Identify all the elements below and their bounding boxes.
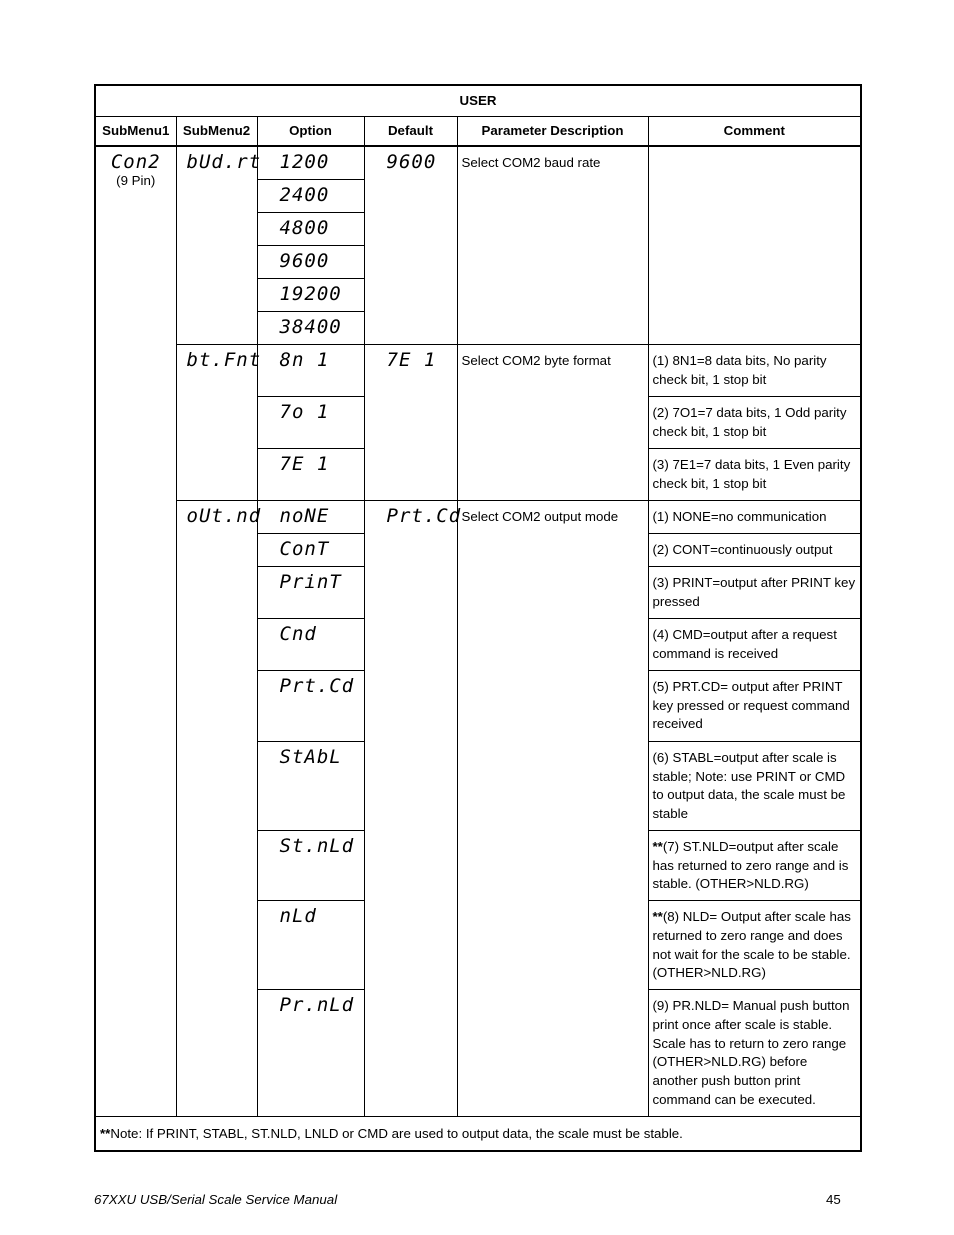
option-cell bbox=[257, 990, 364, 1117]
footnote-bold-marker: ** bbox=[100, 1126, 111, 1142]
comment-bold-marker: ** bbox=[652, 839, 663, 854]
comment-cell: (4) CMD=output after a request command is received bbox=[648, 619, 861, 671]
option-display: StAbL bbox=[279, 746, 342, 768]
option-display: 8n 1 bbox=[279, 349, 330, 371]
description-cell: Select COM2 byte format bbox=[457, 345, 648, 501]
comment-cell: (3) 7E1=7 data bits, 1 Even parity check bit, 1 stop bit bbox=[648, 449, 861, 501]
default-display: 9600 bbox=[386, 151, 437, 173]
default-cell bbox=[364, 146, 457, 345]
option-cell bbox=[257, 246, 364, 279]
option-display: St.nLd bbox=[279, 835, 355, 857]
option-display: 2400 bbox=[279, 184, 330, 206]
option-display: noNE bbox=[279, 505, 330, 527]
option-display: 4800 bbox=[279, 217, 330, 239]
description-cell: Select COM2 output mode bbox=[457, 501, 648, 1117]
submenu1-note: (9 Pin) bbox=[116, 173, 156, 188]
header-option: Option bbox=[257, 117, 364, 147]
option-display: 1200 bbox=[279, 151, 330, 173]
comment-cell bbox=[648, 831, 861, 901]
description-cell: Select COM2 baud rate bbox=[457, 146, 648, 345]
option-display: 38400 bbox=[279, 316, 342, 338]
comment-cell: (2) CONT=continuously output bbox=[648, 534, 861, 567]
option-display: nLd bbox=[279, 905, 317, 928]
submenu2-cell bbox=[176, 501, 262, 1117]
default-display: Prt.Cd bbox=[386, 505, 462, 527]
option-cell bbox=[257, 397, 364, 449]
submenu1-display: Con2 bbox=[110, 151, 161, 173]
header-submenu2: SubMenu2 bbox=[176, 117, 257, 147]
submenu2-display: bt.Fnt bbox=[186, 349, 262, 371]
option-display: Pr.nLd bbox=[279, 994, 355, 1017]
option-cell bbox=[257, 312, 364, 345]
option-cell bbox=[257, 213, 364, 246]
comment-cell: (9) PR.NLD= Manual push button print once after scale is stable. Scale has to return to zero range (OTHER>NLD.RG) before another push button print command can be executed. bbox=[648, 990, 861, 1117]
table-footnote bbox=[95, 1117, 861, 1151]
footer-manual-title: 67XXU USB/Serial Scale Service Manual bbox=[94, 1192, 338, 1207]
option-display: Cnd bbox=[279, 623, 317, 645]
option-cell bbox=[257, 180, 364, 213]
comment-bold-marker: ** bbox=[652, 909, 663, 925]
option-cell bbox=[257, 534, 364, 567]
comment-cell: (1) NONE=no communication bbox=[648, 501, 861, 534]
table-row bbox=[95, 1117, 861, 1151]
option-display: 7o 1 bbox=[279, 401, 330, 423]
submenu2-display: oUt.nd bbox=[186, 505, 262, 527]
option-cell bbox=[257, 146, 364, 180]
comment-cell: (1) 8N1=8 data bits, No parity check bit, 1 stop bit bbox=[648, 345, 861, 397]
user-parameter-table bbox=[94, 84, 862, 1152]
footer-page-number: 45 bbox=[826, 1192, 841, 1207]
default-cell bbox=[364, 501, 462, 1117]
option-cell bbox=[257, 901, 364, 990]
submenu1-cell bbox=[95, 146, 176, 1117]
table-row bbox=[95, 146, 861, 180]
option-cell bbox=[257, 567, 364, 619]
comment-text: (7) ST.NLD=output after scale has returned to zero range and is stable. (OTHER>NLD.RG) bbox=[652, 839, 849, 892]
table-row bbox=[95, 501, 861, 534]
option-display: 9600 bbox=[279, 250, 330, 272]
comment-cell bbox=[648, 901, 861, 990]
option-cell bbox=[257, 345, 364, 397]
header-comment: Comment bbox=[648, 117, 861, 147]
comment-cell bbox=[648, 146, 861, 345]
option-cell bbox=[257, 742, 364, 831]
comment-cell: (2) 7O1=7 data bits, 1 Odd parity check bit, 1 stop bit bbox=[648, 397, 861, 449]
option-cell bbox=[257, 619, 364, 671]
table-row bbox=[95, 345, 861, 397]
option-display: ConT bbox=[279, 538, 330, 560]
option-display: Prt.Cd bbox=[279, 675, 355, 697]
default-cell bbox=[364, 345, 457, 501]
footnote-text: Note: If PRINT, STABL, ST.NLD, LNLD or CMD are used to output data, the scale must be stable. bbox=[110, 1126, 683, 1142]
comment-cell: (5) PRT.CD= output after PRINT key pressed or request command received bbox=[648, 671, 861, 742]
comment-cell: (3) PRINT=output after PRINT key pressed bbox=[648, 567, 861, 619]
option-cell bbox=[257, 671, 364, 742]
comment-cell: (6) STABL=output after scale is stable; Note: use PRINT or CMD to output data, the scale must be stable bbox=[648, 742, 861, 831]
option-display: PrinT bbox=[279, 571, 342, 593]
option-display: 19200 bbox=[279, 283, 342, 305]
option-display: 7E 1 bbox=[279, 453, 330, 475]
header-default: Default bbox=[364, 117, 457, 147]
submenu2-display: bUd.rt bbox=[186, 151, 262, 173]
option-cell bbox=[257, 279, 364, 312]
header-submenu1: SubMenu1 bbox=[95, 117, 176, 147]
option-cell bbox=[257, 449, 364, 501]
default-display: 7E 1 bbox=[386, 349, 437, 371]
submenu2-cell bbox=[176, 345, 262, 501]
table-title: USER bbox=[95, 85, 861, 117]
submenu2-cell bbox=[176, 146, 262, 345]
comment-text: (8) NLD= Output after scale has returned to zero range and does not wait for the scale to be stable. (OTHER>NLD.RG) bbox=[652, 909, 851, 981]
option-cell bbox=[257, 831, 364, 901]
option-cell bbox=[257, 501, 364, 534]
header-description: Parameter Description bbox=[457, 117, 648, 147]
